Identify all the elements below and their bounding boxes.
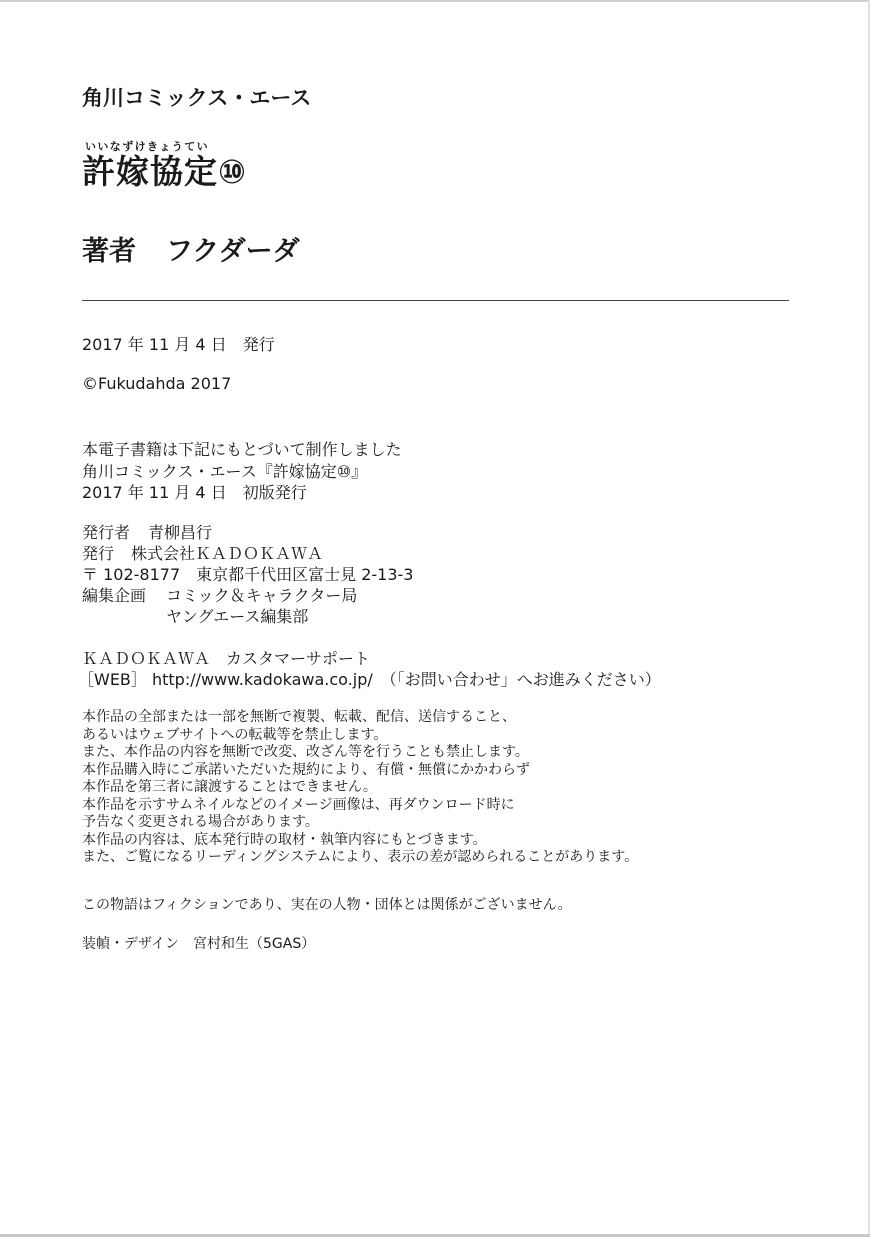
notice-line: 本作品の内容は、底本発行時の取材・執筆内容にもとづきます。 <box>82 831 487 848</box>
page-top-edge <box>0 0 870 2</box>
ebook-basis-line-2: 角川コミックス・エース『許嫁協定⑩』 <box>82 462 368 481</box>
editorial-label: 編集企画 <box>82 586 147 605</box>
issuer-label: 発行 <box>82 544 115 563</box>
author-line <box>82 229 300 268</box>
notice-line: 本作品購入時にご承諾いただいた規約により、有償・無償にかかわらず <box>82 761 530 778</box>
editorial-value-2: ヤングエース編集部 <box>166 607 309 626</box>
notice-line: 本作品を第三者に譲渡することはできません。 <box>82 779 377 795</box>
book-title: 許嫁協定⑩ <box>82 152 247 191</box>
editorial-value-1: コミック＆キャラクター局 <box>166 586 358 605</box>
legal-notices <box>82 709 638 867</box>
ebook-basis-line-3: 2017 年 11 月 4 日 初版発行 <box>82 483 307 502</box>
design-credit: 装幀・デザイン 宮村和生（5GAS） <box>82 936 316 952</box>
publisher-label: 発行者 <box>82 523 131 542</box>
copyright-notice: ©Fukudahda 2017 <box>82 374 232 393</box>
notice-line: 予告なく変更される場合があります。 <box>82 814 319 830</box>
issuer-value: 株式会社ＫＡＤＯＫＡＷＡ <box>131 544 324 563</box>
notice-line: また、ご覧になるリーディングシステムにより、表示の差が認められることがあります。 <box>82 849 639 865</box>
customer-support-name: ＫＡＤＯＫＡＷＡ カスタマーサポート <box>82 649 371 668</box>
author-role: 著者 <box>82 236 136 267</box>
fiction-notice: この物語はフィクションであり、実在の人物・団体とは関係がございません。 <box>82 897 572 913</box>
notice-line: 本作品の全部または一部を無断で複製、転載、配信、送信すること、 <box>82 709 516 725</box>
notice-line: 本作品を示すサムネイルなどのイメージ画像は、再ダウンロード時に <box>82 796 515 813</box>
customer-support-web: ［WEB］ http://www.kadokawa.co.jp/ （「お問い合わせ」へお進みください） <box>78 670 661 689</box>
divider-line <box>82 300 789 301</box>
publication-date: 2017 年 11 月 4 日 発行 <box>82 335 275 354</box>
ebook-basis-line-1: 本電子書籍は下記にもとづいて制作しました <box>82 440 402 459</box>
author-name: フクダーダ <box>166 236 300 267</box>
notice-line: また、本作品の内容を無断で改変、改ざん等を行うことも禁止します。 <box>82 744 529 760</box>
publisher-address: 〒 102-8177 東京都千代田区富士見 2-13-3 <box>82 565 414 584</box>
title-ruby: いいなずけきょうてい <box>85 140 209 153</box>
publisher-value: 青柳昌行 <box>148 523 213 542</box>
imprint-label: 角川コミックス・エース <box>82 86 312 110</box>
notice-line: あるいはウェブサイトへの転載等を禁止します。 <box>82 726 388 743</box>
